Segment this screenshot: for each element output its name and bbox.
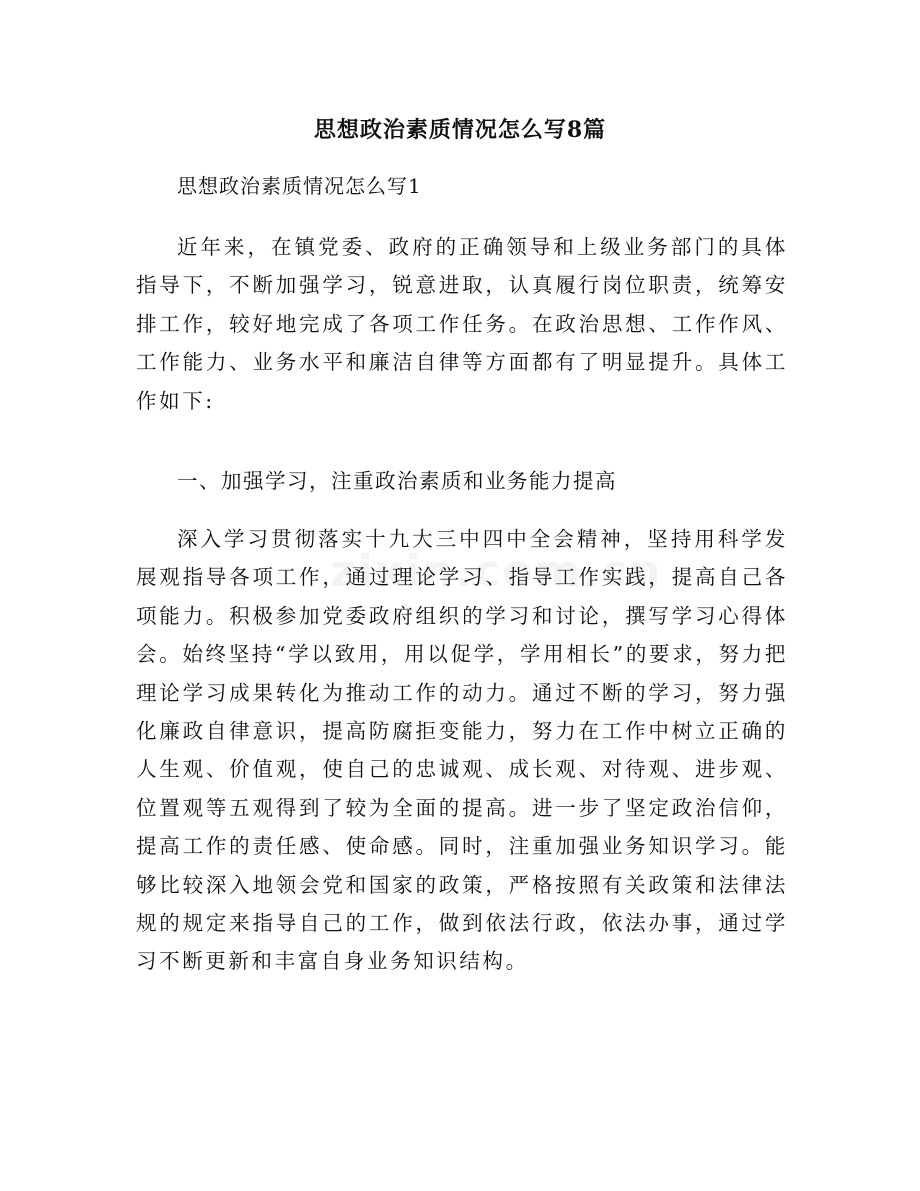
document-title: 思想政治素质情况怎么写8篇 [313,117,607,143]
section-subtitle: 思想政治素质情况怎么写1 [177,174,422,198]
section-heading-1: 一、加强学习，注重政治素质和业务能力提高 [177,469,617,493]
paragraph-intro: 近年来，在镇党委、政府的正确领导和上级业务部门的具体指导下，不断加强学习，锐意进取，认真履行岗位职责，统筹安排工作，较好地完成了各项工作任务。在政治思想、工作作风、工作能力、业务水平和廉洁自律等方面都有了明显提升。具体工作如下: [136,235,788,413]
paragraph-study: 深入学习贯彻落实十九大三中四中全会精神，坚持用科学发展观指导各项工作，通过理论学习、指导工作实践，提高自己各项能力。积极参加党委政府组织的学习和讨论，撰写学习心得体会。始终坚持“学以致用，用以促学，学用相长”的要求，努力把理论学习成果转化为推动工作的动力。通过不断的学习，努力强化廉政自律意识，提高防腐拒变能力，努力在工作中树立正确的人生观、价值观，使自己的忠诚观、成长观、对待观、进步观、位置观等五观得到了较为全面的提高。进一步了坚定政治信仰，提高工作的责任感、使命感。同时，注重加强业务知识学习。能够比较深入地领会党和国家的政策，严格按照有关政策和法律法规的规定来指导自己的工作，做到依法行政，依法办事，通过学习不断更新和丰富自身业务知识结构。 [136,527,788,974]
